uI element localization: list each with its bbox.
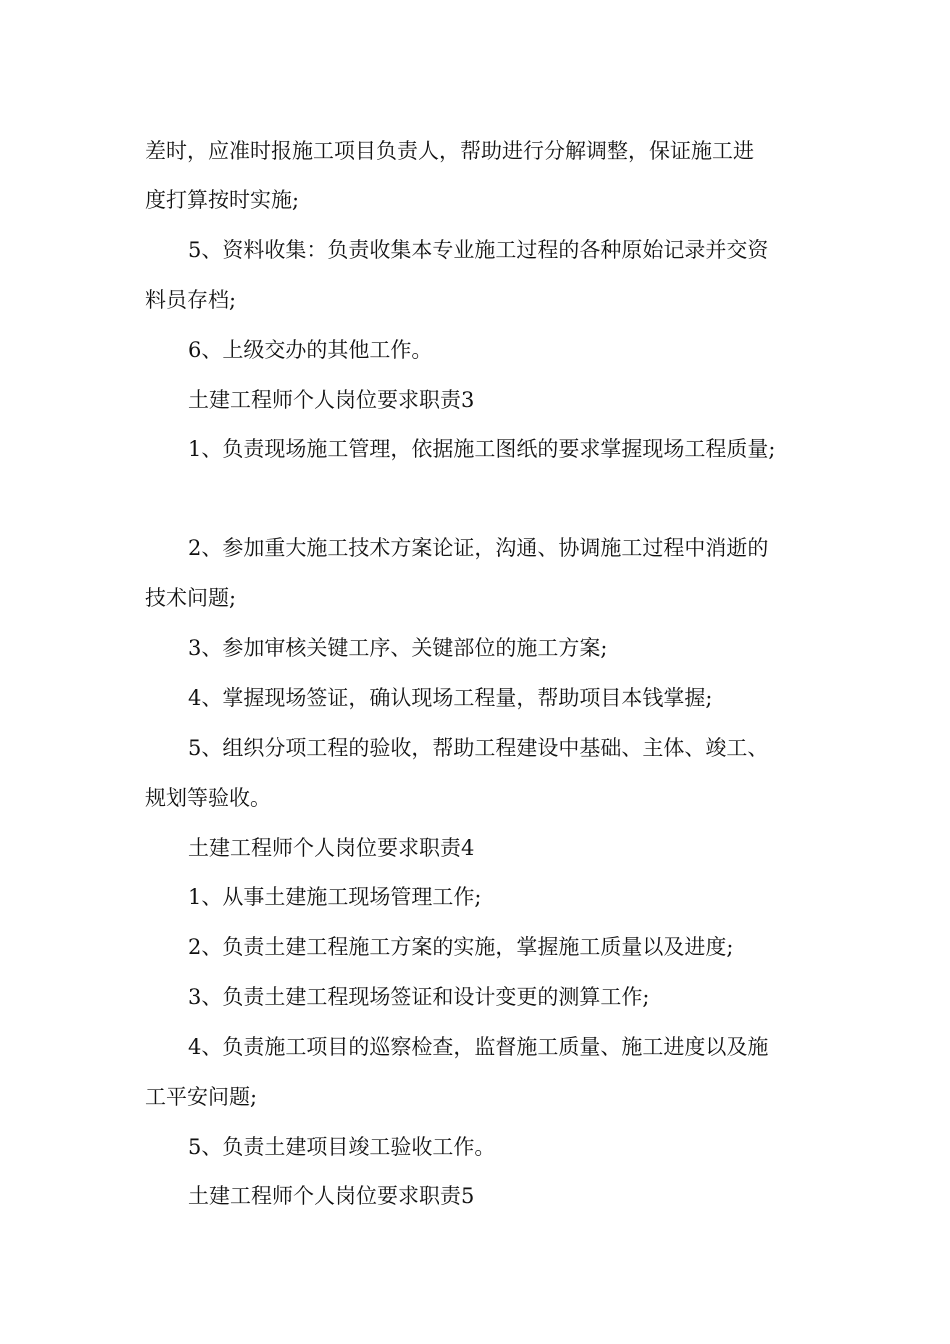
section-heading-5: 土建工程师个人岗位要求职责5 — [188, 1184, 475, 1208]
list-item-3-change-estimate: 3、负责土建工程现场签证和设计变更的测算工作; — [188, 985, 650, 1009]
list-item-4-site-visa: 4、掌握现场签证，确认现场工程量，帮助项目本钱掌握; — [188, 686, 713, 710]
section-heading-4: 土建工程师个人岗位要求职责4 — [188, 836, 475, 860]
text-line-continuation: 工平安问题; — [145, 1085, 258, 1109]
text-line-continuation: 度打算按时实施; — [145, 188, 300, 212]
list-item-2-construction-plan: 2、负责土建工程施工方案的实施，掌握施工质量以及进度; — [188, 935, 734, 959]
list-item-2-technical-plan: 2、参加重大施工技术方案论证，沟通、协调施工过程中消逝的 — [188, 536, 769, 560]
list-item-5-acceptance: 5、组织分项工程的验收，帮助工程建设中基础、主体、竣工、 — [188, 736, 769, 760]
list-item-5-data-collection: 5、资料收集：负责收集本专业施工过程的各种原始记录并交资 — [188, 238, 769, 262]
text-line-continuation: 料员存档; — [145, 288, 237, 312]
text-line-continuation: 技术问题; — [145, 586, 237, 610]
section-heading-3: 土建工程师个人岗位要求职责3 — [188, 388, 475, 412]
list-item-1-civil-site: 1、从事土建施工现场管理工作; — [188, 885, 482, 909]
list-item-5-completion: 5、负责土建项目竣工验收工作。 — [188, 1135, 496, 1159]
text-line-continuation: 规划等验收。 — [145, 786, 271, 810]
text-line-continuation: 差时，应准时报施工项目负责人，帮助进行分解调整，保证施工进 — [145, 139, 754, 163]
list-item-4-inspection: 4、负责施工项目的巡察检查，监督施工质量、施工进度以及施 — [188, 1035, 769, 1059]
list-item-1-site-management: 1、负责现场施工管理，依据施工图纸的要求掌握现场工程质量; — [188, 437, 776, 461]
list-item-6-other-tasks: 6、上级交办的其他工作。 — [188, 338, 433, 362]
list-item-3-review: 3、参加审核关键工序、关键部位的施工方案; — [188, 636, 608, 660]
